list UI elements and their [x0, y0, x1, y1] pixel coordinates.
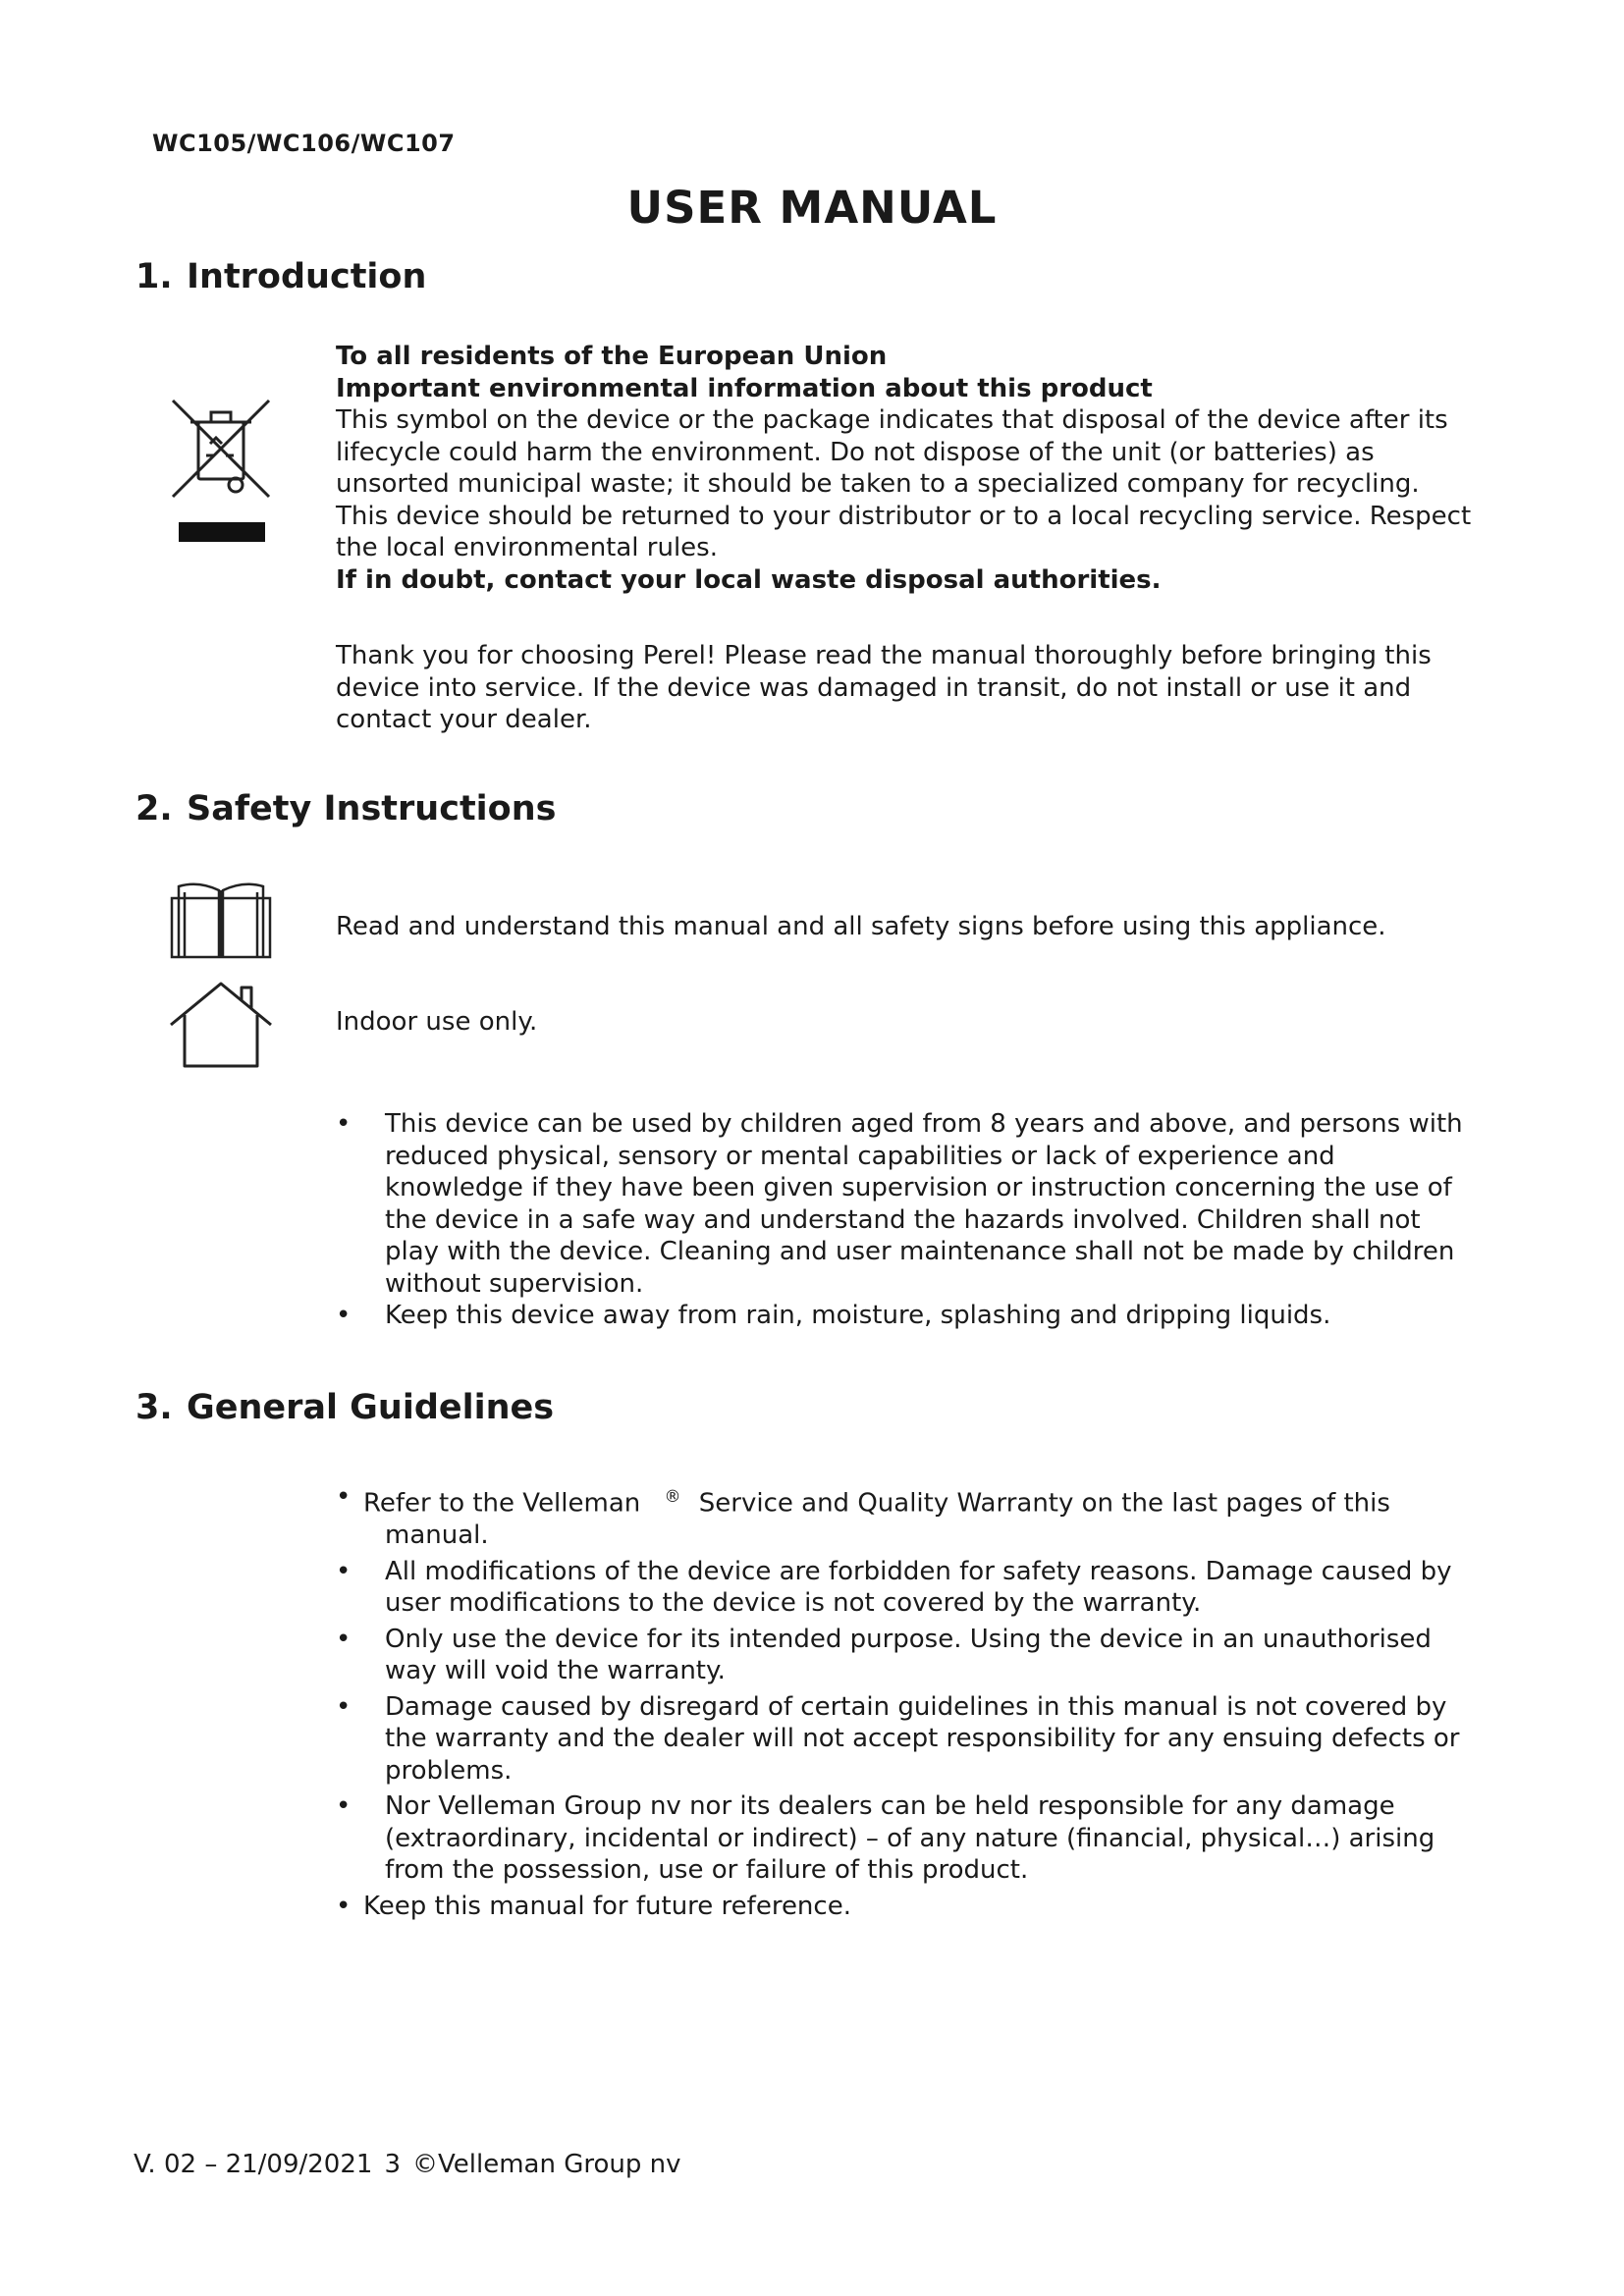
weee-line: This symbol on the device or the package indicates that disposal of the device after its	[336, 405, 1448, 435]
registered-mark: ®	[664, 1487, 681, 1507]
section-heading-guidelines	[135, 1388, 554, 1427]
list-item	[336, 1790, 1494, 1887]
bullet-point: •	[336, 1891, 352, 1921]
bullet-line: way will void the warranty.	[385, 1656, 726, 1686]
weee-crossed-bin-icon	[167, 395, 277, 552]
bullet-line	[363, 1481, 1494, 1520]
model-number: WC105/WC106/WC107	[152, 130, 456, 157]
bullet-line: reduced physical, sensory or mental capabilities or lack of experience and	[385, 1141, 1335, 1171]
weee-line: the local environmental rules.	[336, 533, 718, 562]
document-title: USER MANUAL	[626, 182, 998, 234]
section-title: Safety Instructions	[187, 789, 557, 828]
page-number: 3	[384, 2150, 401, 2179]
bullet-point: •	[336, 1791, 352, 1822]
bullet-line: problems.	[385, 1755, 513, 1786]
thanks-line: contact your dealer.	[336, 705, 592, 734]
weee-heading-eu: To all residents of the European Union	[336, 342, 888, 371]
section-number: 3.	[135, 1388, 173, 1427]
list-item	[336, 1556, 1494, 1620]
list-item	[336, 1481, 1494, 1552]
thanks-line: Thank you for choosing Perel! Please read the manual thoroughly before bringing this	[336, 641, 1432, 670]
bullet-point: •	[336, 1691, 352, 1722]
bullet-point: •	[336, 1301, 352, 1330]
bullet-line: This device can be used by children aged from 8 years and above, and persons with	[385, 1109, 1463, 1139]
weee-line: unsorted municipal waste; it should be taken to a specialized company for recycling.	[336, 469, 1420, 499]
thank-you-paragraph	[336, 640, 1494, 736]
list-item	[336, 1691, 1494, 1788]
bullet-line: Nor Velleman Group nv nor its dealers can be held responsible for any damage	[385, 1791, 1395, 1822]
house-icon	[167, 980, 275, 1070]
bullet-line: All modifications of the device are forbidden for safety reasons. Damage caused by	[385, 1556, 1452, 1586]
bullet-line: without supervision.	[385, 1268, 644, 1299]
bullet-line: user modifications to the device is not covered by the warranty.	[385, 1588, 1202, 1619]
bullet-line: Damage caused by disregard of certain guidelines in this manual is not covered by	[385, 1691, 1447, 1722]
list-item	[336, 1891, 1494, 1923]
bullet-line: the warranty and the dealer will not accept responsibility for any ensuing defects or	[385, 1724, 1460, 1754]
section-title: General Guidelines	[187, 1388, 555, 1427]
bullet-line: manual.	[385, 1521, 489, 1551]
bullet-line: Keep this manual for future reference.	[363, 1891, 851, 1921]
weee-doubt-note: If in doubt, contact your local waste disposal authorities.	[336, 564, 1162, 595]
section-number: 2.	[135, 789, 173, 828]
bullet-point: •	[336, 1109, 352, 1139]
bullet-line: (extraordinary, incidental or indirect) – of any nature (financial, physical…) arising	[385, 1823, 1435, 1853]
weee-line: This device should be returned to your distributor or to a local recycling service. Respect	[336, 501, 1472, 531]
page-footer	[134, 2150, 692, 2179]
bullet-point: •	[336, 1624, 352, 1654]
bullet-line: the device in a safe way and understand the hazards involved. Children shall not	[385, 1204, 1421, 1235]
bullet-point: •	[336, 1482, 352, 1512]
list-item	[336, 1624, 1494, 1687]
bullet-line: knowledge if they have been given supervision or instruction concerning the use of	[385, 1173, 1452, 1202]
bullet-line: Only use the device for its intended purpose. Using the device in an unauthorised	[385, 1624, 1432, 1654]
version-date: V. 02 – 21/09/2021	[134, 2150, 373, 2179]
section-number: 1.	[135, 257, 173, 296]
guidelines-bullet-list	[336, 1481, 1494, 1922]
weee-line: lifecycle could harm the environment. Do not dispose of the unit (or batteries) as	[336, 437, 1375, 467]
safety-bullet-list	[336, 1108, 1494, 1332]
thanks-line: device into service. If the device was damaged in transit, do not install or use it and	[336, 672, 1412, 703]
section-heading-safety	[135, 789, 556, 828]
list-item	[336, 1108, 1494, 1300]
bullet-line: Keep this device away from rain, moisture, splashing and dripping liquids.	[385, 1301, 1331, 1330]
list-item	[336, 1300, 1494, 1332]
bullet-line: play with the device. Cleaning and user maintenance shall not be made by children	[385, 1237, 1455, 1266]
section-heading-introduction	[135, 257, 426, 296]
weee-notice	[336, 341, 1494, 596]
bullet-point: •	[336, 1556, 352, 1586]
weee-heading-env: Important environmental information about this product	[336, 373, 1153, 403]
bullet-text: Service and Quality Warranty on the last pages of this	[698, 1488, 1390, 1519]
safety-read-manual-text: Read and understand this manual and all safety signs before using this appliance.	[336, 912, 1386, 941]
safety-indoor-text: Indoor use only.	[336, 1007, 538, 1037]
manual-book-icon	[169, 879, 273, 961]
section-title: Introduction	[187, 257, 427, 296]
bullet-text: Refer to the Velleman	[363, 1488, 641, 1519]
bullet-line: from the possession, use or failure of this product.	[385, 1855, 1029, 1886]
copyright: ©Velleman Group nv	[411, 2150, 681, 2179]
